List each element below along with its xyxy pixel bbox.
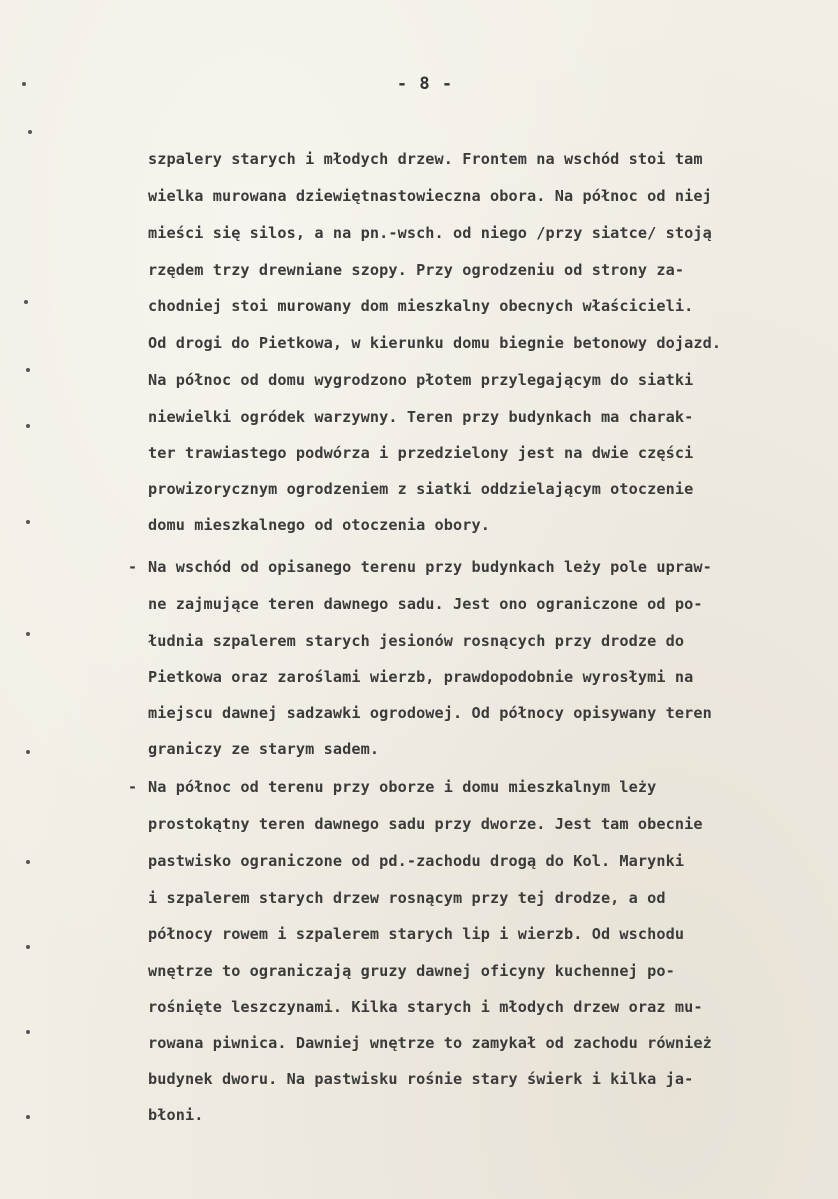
text-line: szpalery starych i młodych drzew. Frontem na wschód stoi tam <box>148 150 703 168</box>
text-line: błoni. <box>148 1106 204 1124</box>
text-line: graniczy ze starym sadem. <box>148 740 380 758</box>
margin-dot <box>26 750 30 754</box>
margin-dot <box>26 368 30 372</box>
text-line: Pietkowa oraz zaroślami wierzb, prawdopodobnie wyrosłymi na <box>148 668 694 686</box>
margin-dot <box>26 424 30 428</box>
margin-dot <box>26 1115 30 1119</box>
text-line: Od drogi do Pietkowa, w kierunku domu biegnie betonowy dojazd. <box>148 334 722 352</box>
text-line: budynek dworu. Na pastwisku rośnie stary świerk i kilka ja- <box>148 1070 694 1088</box>
text-line: i szpalerem starych drzew rosnącym przy tej drodze, a od <box>148 889 666 907</box>
paragraph-dash: - <box>128 558 138 576</box>
text-line: ne zajmujące teren dawnego sadu. Jest ono ograniczone od po- <box>148 595 703 613</box>
text-line: prowizorycznym ogrodzeniem z siatki oddzielającym otoczenie <box>148 480 694 498</box>
text-line: ter trawiastego podwórza i przedzielony jest na dwie części <box>148 444 694 462</box>
text-line: wielka murowana dziewiętnastowieczna obora. Na północ od niej <box>148 187 712 205</box>
text-line: Na wschód od opisanego terenu przy budynkach leży pole upraw- <box>148 558 712 576</box>
margin-dot <box>26 945 30 949</box>
margin-dot <box>22 82 26 86</box>
margin-dot <box>24 300 28 304</box>
margin-dot <box>26 860 30 864</box>
text-line: chodniej stoi murowany dom mieszkalny obecnych właścicieli. <box>148 297 694 315</box>
text-line: niewielki ogródek warzywny. Teren przy budynkach ma charak- <box>148 408 694 426</box>
text-line: Na północ od terenu przy oborze i domu mieszkalnym leży <box>148 778 657 796</box>
text-line: łudnia szpalerem starych jesionów rosnących przy drodze do <box>148 632 685 650</box>
text-line: domu mieszkalnego od otoczenia obory. <box>148 516 491 534</box>
text-line: wnętrze to ograniczają gruzy dawnej oficyny kuchennej po- <box>148 962 675 980</box>
margin-dot <box>28 130 32 134</box>
text-line: rośnięte leszczynami. Kilka starych i młodych drzew oraz mu- <box>148 998 703 1016</box>
text-line: mieści się silos, a na pn.-wsch. od niego /przy siatce/ stoją <box>148 224 712 242</box>
page-number: - 8 - <box>396 74 454 94</box>
margin-dot <box>26 632 30 636</box>
paragraph-dash: - <box>128 778 138 796</box>
text-line: północy rowem i szpalerem starych lip i wierzb. Od wschodu <box>148 925 685 943</box>
text-line: rzędem trzy drewniane szopy. Przy ogrodzeniu od strony za- <box>148 261 685 279</box>
margin-dot <box>26 1030 30 1034</box>
text-line: pastwisko ograniczone od pd.-zachodu drogą do Kol. Marynki <box>148 852 685 870</box>
text-line: rowana piwnica. Dawniej wnętrze to zamykał od zachodu również <box>148 1034 712 1052</box>
text-line: miejscu dawnej sadzawki ogrodowej. Od północy opisywany teren <box>148 704 712 722</box>
margin-dot <box>26 520 30 524</box>
text-line: Na północ od domu wygrodzono płotem przylegającym do siatki <box>148 371 694 389</box>
text-line: prostokątny teren dawnego sadu przy dworze. Jest tam obecnie <box>148 815 703 833</box>
